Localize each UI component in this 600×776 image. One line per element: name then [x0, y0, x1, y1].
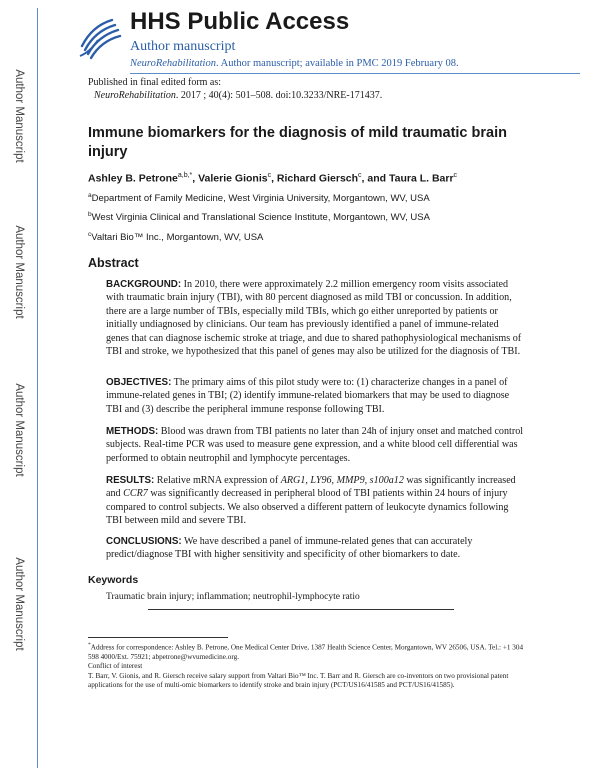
abstract-objectives — [106, 376, 524, 416]
section-label: RESULTS: — [106, 475, 155, 486]
gene-names: ARG1, LY96, MMP9, s100a12 — [280, 475, 404, 486]
hhs-eagle-logo-icon — [76, 16, 122, 62]
section-text: In 2010, there were approximately 2.2 million emergency room visits associated with traumatic brain injury (TBI), with 80 percent diagnosed as mild TBI or concussion. In addition, there are a large number of TBIs, especially mild TBIs, which go either unreported by patients or initially undiagnosed by clinicians. Our team has previously identified a panel of immune-related genes that can diagnose ischemic stroke at triage, and due to shared pathophysiological mechanisms of TBI and stroke, we hypothesized that this panel of genes may also be utilized for the diagnosis of TBI. — [106, 279, 522, 358]
published-label: Published in final edited form as: — [88, 77, 222, 88]
keywords-heading: Keywords — [88, 574, 139, 586]
affiliation-marker: a — [88, 192, 92, 199]
affiliation-text: West Virginia Clinical and Translational Science Institute, Morgantown, WV, USA — [91, 212, 430, 224]
footnotes — [88, 641, 524, 690]
author-separator: , — [271, 172, 277, 185]
article-title: Immune biomarkers for the diagnosis of mild traumatic brain injury — [88, 125, 507, 160]
section-text: was significantly decreased in peripheral blood of TBI patients within 24 hours of injury compared to control subjects. We also observed a different pattern of leukocyte dynamics following TBI between mild and severe TBI. — [106, 488, 509, 527]
section-label: OBJECTIVES: — [106, 377, 172, 388]
affiliation-marker: c — [88, 231, 92, 238]
section-label: METHODS: — [106, 426, 159, 437]
author-manuscript-rail — [0, 0, 38, 776]
side-label: Author Manuscript — [13, 225, 25, 319]
affiliation — [88, 231, 263, 243]
footnote-marker: * — [88, 642, 91, 648]
correspondence-text: Address for correspondence: Ashley B. Petrone, One Medical Center Drive, 1387 Health Science Center, Morgantown, WV 26506, USA. Tel.: +1 304 598 4000/Ext. 75921; abpetrone@wvumedicine.org. — [88, 643, 524, 661]
author-name: Taura L. Barr — [388, 172, 454, 185]
author-affiliation-marker: c — [267, 172, 272, 179]
hhs-header — [60, 6, 580, 72]
author-separator: , and — [361, 172, 389, 185]
affiliation-marker: b — [88, 211, 92, 218]
author-name: Richard Giersch — [276, 172, 359, 185]
keywords-divider — [148, 609, 454, 610]
manuscript-label: Author manuscript — [130, 39, 236, 54]
section-label: CONCLUSIONS: — [106, 536, 182, 547]
citation-text: . 2017 ; 40(4): 501–508. doi:10.3233/NRE-171437. — [175, 90, 383, 101]
rail-divider — [37, 8, 38, 768]
footnote-divider — [88, 637, 228, 638]
section-text: Blood was drawn from TBI patients no later than 24h of injury onset and matched control subjects. Real-time PCR was used to measure gene expression, and a white blood cell differential was performed to obtain neutrophil and lymphocyte percentages. — [106, 426, 524, 464]
section-text: We have described a panel of immune-related genes that can accurately predict/diagnose TBI with higher sensitivity and specificity of other biomarkers to date. — [106, 536, 473, 561]
section-text: Relative mRNA expression of — [156, 475, 281, 486]
affiliation-text: Valtari Bio™ Inc., Morgantown, WV, USA — [91, 232, 264, 244]
correspondence-note — [88, 641, 524, 662]
abstract-conclusions — [106, 535, 524, 562]
keywords-list: Traumatic brain injury; inflammation; neutrophil-lymphocyte ratio — [106, 592, 360, 602]
conflict-text: T. Barr, V. Gionis, and R. Giersch receive salary support from Valtari Bio™ Inc. T. Barr and R. Giersch are co-inventors on two provisional patent applications for the use of multi-omic biomarkers to identify stroke and brain injury (PCT/US16/41585 and PCT/US16/41585). — [88, 671, 509, 690]
journal-name: NeuroRehabilitation — [94, 90, 176, 101]
publication-info — [88, 76, 382, 102]
author-name: Valerie Gionis — [198, 172, 268, 185]
section-label: BACKGROUND: — [106, 279, 182, 290]
abstract-results — [106, 474, 524, 528]
side-label: Author Manuscript — [13, 69, 25, 163]
availability-line — [130, 58, 459, 69]
journal-name: NeuroRehabilitation — [130, 58, 216, 69]
abstract-heading: Abstract — [88, 256, 139, 270]
section-text: The primary aims of this pilot study were to: (1) characterize changes in a panel of immune-related genes in TBI; (2) identify immune-related biomarkers that may be used to diagnose TBI and (3) describe the peripheral immune response following TBI. — [106, 377, 510, 415]
side-label: Author Manuscript — [13, 383, 25, 477]
author-separator: , — [192, 172, 199, 185]
affiliation-text: Department of Family Medicine, West Virginia University, Morgantown, WV, USA — [91, 193, 430, 205]
hhs-title: HHS Public Access — [130, 8, 350, 35]
author-affiliation-marker: c — [358, 172, 362, 179]
conflict-heading: Conflict of interest — [88, 662, 143, 671]
author-name: Ashley B. Petrone — [88, 172, 178, 185]
availability-text: . Author manuscript; available in PMC 2019 February 08. — [215, 58, 459, 69]
author-affiliation-marker: a,b,* — [177, 172, 193, 179]
citation-line — [88, 89, 382, 102]
abstract-methods — [106, 425, 524, 465]
affiliation — [88, 211, 430, 223]
side-label: Author Manuscript — [13, 557, 25, 651]
gene-name: CCR7 — [123, 488, 148, 500]
author-list — [88, 172, 457, 185]
header-divider — [130, 73, 580, 74]
abstract-background — [106, 278, 524, 358]
section-text: was significantly increased and — [106, 475, 516, 500]
author-affiliation-marker: c — [453, 172, 458, 179]
affiliation — [88, 192, 430, 204]
